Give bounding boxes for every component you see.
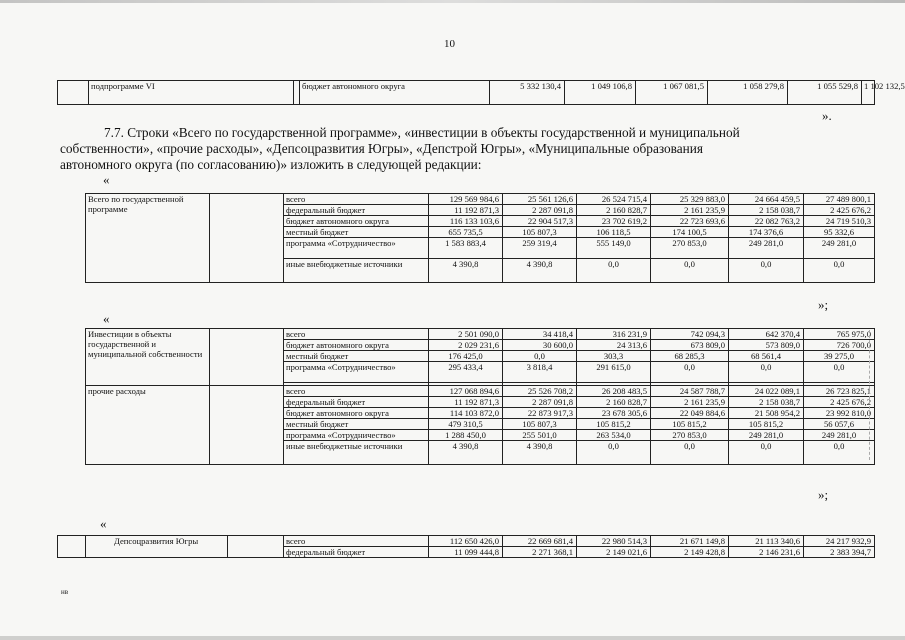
source-cell: местный бюджет [284, 227, 429, 238]
source-cell: программа «Сотрудничество» [284, 430, 429, 441]
scan-edge-bottom [0, 636, 905, 640]
value-cell: 742 094,3 [651, 329, 729, 340]
value-cell: 0,0 [651, 441, 729, 465]
value-cell: 1 583 883,4 [429, 238, 503, 259]
value-cell: 0,0 [729, 259, 804, 283]
top-table-blank-cell [58, 81, 89, 105]
value-cell: 249 281,0 [804, 430, 875, 441]
source-cell: бюджет автономного округа [284, 408, 429, 419]
value-cell: 127 068 894,6 [429, 386, 503, 397]
value-cell: 2 029 231,6 [429, 340, 503, 351]
opening-quote: « [103, 172, 110, 187]
value-cell: 21 671 149,8 [651, 536, 729, 547]
scan-artifact [869, 330, 871, 460]
paragraph-line: собственности», «прочие расходы», «Депсоцразвития Югры», «Депстрой Югры», «Муниципальные образования [60, 141, 704, 156]
other-expenses-blank-column [210, 386, 284, 465]
value-cell: 24 587 788,7 [651, 386, 729, 397]
value-cell: 95 332,6 [804, 227, 875, 238]
value-cell: 249 281,0 [729, 238, 804, 259]
value-cell: 0,0 [804, 259, 875, 283]
value-cell: 2 161 235,9 [651, 205, 729, 216]
other-expenses-label: прочие расходы [86, 386, 210, 465]
depsoc-blank-cell [58, 536, 86, 558]
value-cell: 105 815,2 [729, 419, 804, 430]
value-cell: 106 118,5 [577, 227, 651, 238]
value-cell: 0,0 [651, 259, 729, 283]
investments-label: Инвестиции в объекты государственной и муниципальной собственности [86, 329, 210, 386]
value-cell: 21 508 954,2 [729, 408, 804, 419]
value-cell: 655 735,5 [429, 227, 503, 238]
top-table-value: 1 058 279,8 [708, 81, 788, 105]
investments-other-table [85, 328, 875, 465]
value-cell: 479 310,5 [429, 419, 503, 430]
paragraph-line: автономного округа (по согласованию)» изложить в следующей редакции: [60, 157, 482, 172]
source-cell: бюджет автономного округа [284, 340, 429, 351]
value-cell: 255 501,0 [503, 430, 577, 441]
value-cell: 0,0 [804, 362, 875, 383]
value-cell: 105 815,2 [577, 419, 651, 430]
opening-quote: « [100, 516, 107, 531]
value-cell: 24 022 089,1 [729, 386, 804, 397]
value-cell: 4 390,8 [503, 259, 577, 283]
value-cell: 0,0 [729, 441, 804, 465]
source-cell: иные внебюджетные источники [284, 441, 429, 465]
total-program-label: Всего по государственной программе [86, 194, 210, 283]
top-table-value: 1 055 529,8 [788, 81, 862, 105]
value-cell: 555 149,0 [577, 238, 651, 259]
closing-quote: »; [818, 487, 829, 502]
top-table-value: 1 102 132,5 [862, 81, 875, 105]
top-table-value: 5 332 130,4 [490, 81, 565, 105]
investments-blank-column [210, 329, 284, 386]
page-number: 10 [444, 38, 455, 50]
total-program-blank-column [210, 194, 284, 283]
value-cell: 11 192 871,3 [429, 205, 503, 216]
value-cell: 2 146 231,6 [729, 547, 804, 558]
value-cell: 2 383 394,7 [804, 547, 875, 558]
value-cell: 2 161 235,9 [651, 397, 729, 408]
value-cell: 316 231,9 [577, 329, 651, 340]
value-cell: 573 809,0 [729, 340, 804, 351]
value-cell: 23 678 305,6 [577, 408, 651, 419]
source-cell: программа «Сотрудничество» [284, 238, 429, 259]
value-cell: 26 723 825,1 [804, 386, 875, 397]
value-cell: 270 853,0 [651, 430, 729, 441]
value-cell: 4 390,8 [429, 259, 503, 283]
paragraph-line: 7.7. Строки «Всего по государственной программе», «инвестиции в объекты государственной и муниципальной [104, 125, 740, 140]
total-program-table [85, 193, 875, 283]
value-cell: 22 082 763,2 [729, 216, 804, 227]
value-cell: 765 975,0 [804, 329, 875, 340]
value-cell: 249 281,0 [729, 430, 804, 441]
source-cell: федеральный бюджет [284, 205, 429, 216]
value-cell: 642 370,4 [729, 329, 804, 340]
value-cell: 11 099 444,8 [429, 547, 503, 558]
source-cell: программа «Сотрудничество» [284, 362, 429, 383]
depsoc-label: Депсоцразвития Югры [86, 536, 228, 558]
value-cell: 116 133 103,6 [429, 216, 503, 227]
value-cell: 105 815,2 [651, 419, 729, 430]
value-cell: 259 319,4 [503, 238, 577, 259]
value-cell: 4 390,8 [429, 441, 503, 465]
top-table-value: 1 049 106,8 [565, 81, 636, 105]
value-cell: 2 160 828,7 [577, 205, 651, 216]
value-cell: 249 281,0 [804, 238, 875, 259]
value-cell: 39 275,0 [804, 351, 875, 362]
source-cell: местный бюджет [284, 351, 429, 362]
value-cell: 22 904 517,3 [503, 216, 577, 227]
top-table-value: 1 067 081,5 [636, 81, 708, 105]
value-cell: 24 719 510,3 [804, 216, 875, 227]
value-cell: 22 723 693,6 [651, 216, 729, 227]
value-cell: 105 807,3 [503, 419, 577, 430]
value-cell: 3 818,4 [503, 362, 577, 383]
value-cell: 56 057,6 [804, 419, 875, 430]
value-cell: 22 049 884,6 [651, 408, 729, 419]
value-cell: 25 526 708,2 [503, 386, 577, 397]
value-cell: 174 376,6 [729, 227, 804, 238]
value-cell: 2 501 090,0 [429, 329, 503, 340]
source-cell: всего [284, 536, 429, 547]
top-table [57, 80, 905, 105]
value-cell: 270 853,0 [651, 238, 729, 259]
value-cell: 2 149 428,8 [651, 547, 729, 558]
scan-edge-top [0, 0, 905, 3]
value-cell: 2 158 038,7 [729, 205, 804, 216]
value-cell: 26 208 483,5 [577, 386, 651, 397]
value-cell: 24 217 932,9 [804, 536, 875, 547]
value-cell: 2 425 676,2 [804, 205, 875, 216]
value-cell: 27 489 800,1 [804, 194, 875, 205]
value-cell: 105 807,3 [503, 227, 577, 238]
value-cell: 2 287 091,8 [503, 205, 577, 216]
value-cell: 22 980 514,3 [577, 536, 651, 547]
closing-quote: ». [822, 108, 832, 123]
source-cell: федеральный бюджет [284, 397, 429, 408]
value-cell: 1 288 450,0 [429, 430, 503, 441]
value-cell: 2 149 021,6 [577, 547, 651, 558]
value-cell: 11 192 871,3 [429, 397, 503, 408]
value-cell: 2 160 828,7 [577, 397, 651, 408]
opening-quote: « [103, 311, 110, 326]
value-cell: 295 433,4 [429, 362, 503, 383]
value-cell: 68 561,4 [729, 351, 804, 362]
value-cell: 174 100,5 [651, 227, 729, 238]
value-cell: 2 287 091,8 [503, 397, 577, 408]
value-cell: 114 103 872,0 [429, 408, 503, 419]
source-cell: всего [284, 194, 429, 205]
source-cell: всего [284, 386, 429, 397]
value-cell: 303,3 [577, 351, 651, 362]
closing-quote: »; [818, 297, 829, 312]
depsoc-table [57, 535, 875, 558]
value-cell: 22 669 681,4 [503, 536, 577, 547]
value-cell: 34 418,4 [503, 329, 577, 340]
value-cell: 22 873 917,3 [503, 408, 577, 419]
value-cell: 25 561 126,6 [503, 194, 577, 205]
value-cell: 26 524 715,4 [577, 194, 651, 205]
value-cell: 2 271 368,1 [503, 547, 577, 558]
value-cell: 30 600,0 [503, 340, 577, 351]
value-cell: 176 425,0 [429, 351, 503, 362]
amendment-paragraph [60, 125, 835, 173]
value-cell: 673 809,0 [651, 340, 729, 351]
top-table-label: подпрограмме VI [89, 81, 294, 105]
source-cell: бюджет автономного округа [284, 216, 429, 227]
value-cell: 291 615,0 [577, 362, 651, 383]
value-cell: 0,0 [577, 441, 651, 465]
value-cell: 24 664 459,5 [729, 194, 804, 205]
value-cell: 4 390,8 [503, 441, 577, 465]
value-cell: 23 992 810,0 [804, 408, 875, 419]
value-cell: 0,0 [503, 351, 577, 362]
value-cell: 726 700,0 [804, 340, 875, 351]
source-cell: федеральный бюджет [284, 547, 429, 558]
value-cell: 24 313,6 [577, 340, 651, 351]
value-cell: 129 569 984,6 [429, 194, 503, 205]
source-cell: местный бюджет [284, 419, 429, 430]
value-cell: 25 329 883,0 [651, 194, 729, 205]
depsoc-blank-column [228, 536, 284, 558]
value-cell: 21 113 340,6 [729, 536, 804, 547]
value-cell: 112 650 426,0 [429, 536, 503, 547]
source-cell: иные внебюджетные источники [284, 259, 429, 283]
value-cell: 0,0 [577, 259, 651, 283]
source-cell: всего [284, 329, 429, 340]
value-cell: 2 425 676,2 [804, 397, 875, 408]
value-cell: 0,0 [651, 362, 729, 383]
value-cell: 0,0 [729, 362, 804, 383]
footer-mark: нв [61, 588, 69, 596]
top-table-source: бюджет автономного округа [300, 81, 490, 105]
value-cell: 23 702 619,2 [577, 216, 651, 227]
value-cell: 68 285,3 [651, 351, 729, 362]
value-cell: 2 158 038,7 [729, 397, 804, 408]
value-cell: 0,0 [804, 441, 875, 465]
value-cell: 263 534,0 [577, 430, 651, 441]
